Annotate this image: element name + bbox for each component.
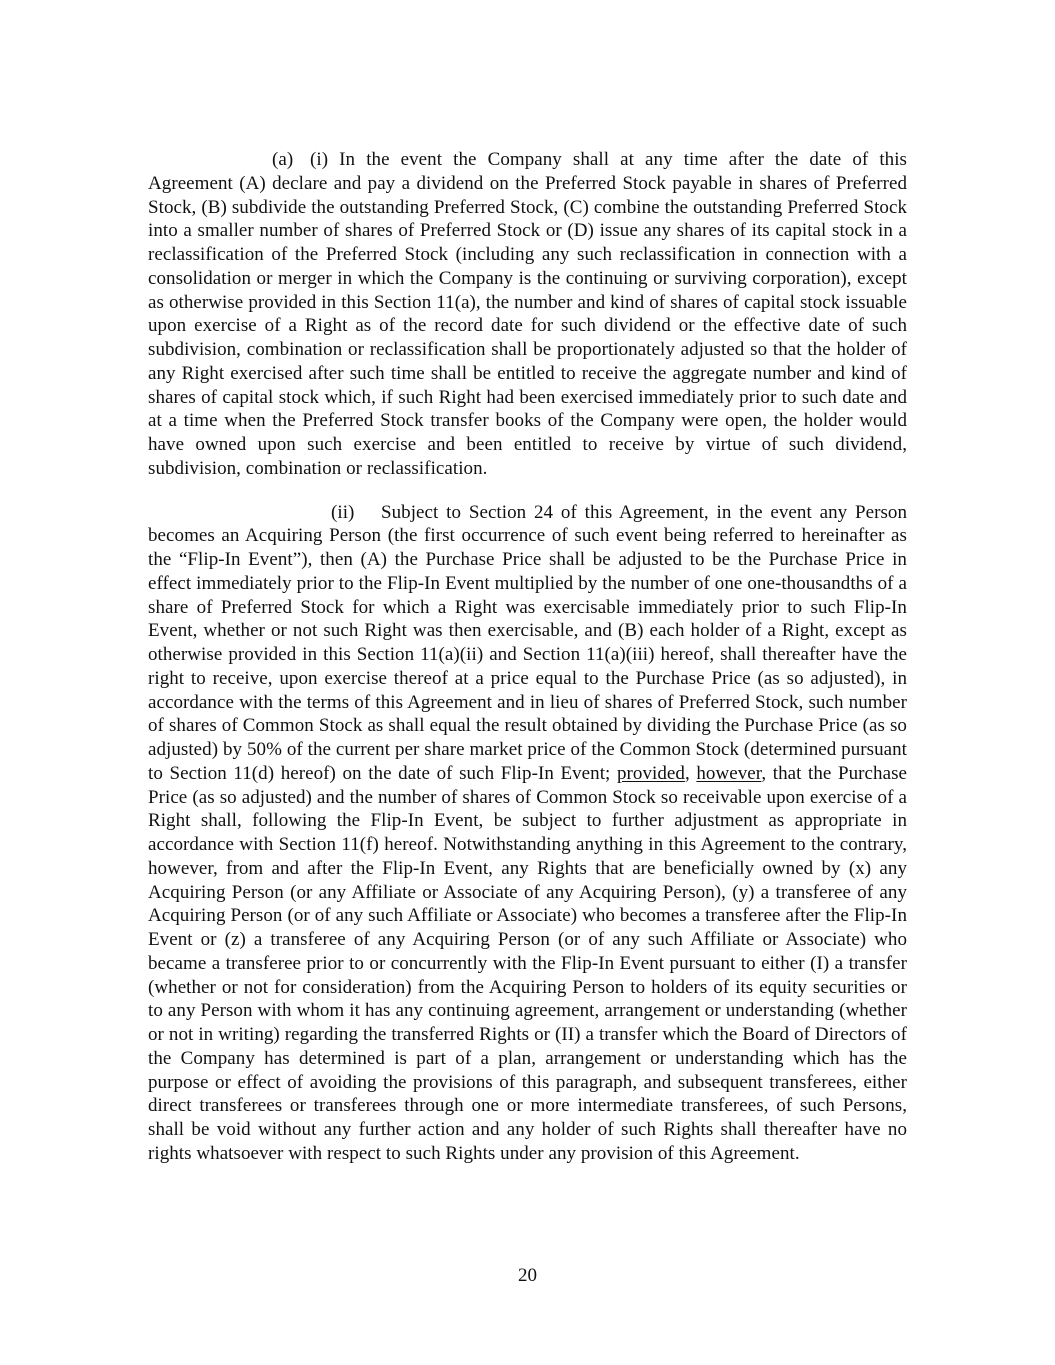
paragraph-11a-i (148, 148, 907, 481)
document-page (148, 148, 907, 1166)
paragraph-11a-i-text: (i) In the event the Company shall at any time after the date of this Agreement (A) declare and pay a dividend on the Preferred Stock payable in shares of Preferred Stock, (B) subdivide the outstanding Preferred Stock, (C) combine the outstanding Preferred Stock into a smaller number of shares of Preferred Stock or (D) issue any shares of its capital stock in a reclassification of the Preferred Stock (including any such reclassification in connection with a consolidation or merger in which the Company is the continuing or surviving corporation), except as otherwise provided in this Section 11(a), the number and kind of shares of capital stock issuable upon exercise of a Right as of the record date for such dividend or the effective date of such subdivision, combination or reclassification shall be proportionately adjusted so that the holder of any Right exercised after such time shall be entitled to receive the aggregate number and kind of shares of capital stock which, if such Right had been exercised immediately prior to such date and at a time when the Preferred Stock transfer books of the Company were open, the holder would have owned upon such exercise and been entitled to receive by virtue of such dividend, subdivision, combination or reclassification. (148, 149, 907, 479)
section-label-a: (a) (272, 149, 294, 170)
underlined-term-however: however (696, 762, 762, 784)
section-label-ii: (ii) (331, 501, 355, 523)
paragraph-11a-ii-text-part1: Subject to Section 24 of this Agreement, in the event any Person becomes an Acquiring Person (the first occurrence of such event being referred to hereinafter as the “Flip-In Event”), then (A) the Purchase Price shall be adjusted to be the Purchase Price in effect immediately prior to the Flip-In Event multiplied by the number of one one-thousandths of a share of Preferred Stock for which a Right was exercisable immediately prior to such Flip-In Event, whether or not such Right was then exercisable, and (B) each holder of a Right, except as otherwise provided in this Section 11(a)(ii) and Section 11(a)(iii) hereof, shall thereafter have the right to receive, upon exercise thereof at a price equal to the Purchase Price (as so adjusted), in accordance with the terms of this Agreement and in lieu of shares of Preferred Stock, such number of shares of Common Stock as shall equal the result obtained by dividing the Purchase Price (as so adjusted) by 50% of the current per share market price of the Common Stock (determined pursuant to Section 11(d) hereof) on the date of such Flip-In Event; (148, 501, 907, 784)
comma: , (684, 762, 690, 784)
paragraph-11a-ii-text-part2: , that the Purchase Price (as so adjusted) and the number of shares of Common Stock so receivable upon exercise of a Right shall, following the Flip-In Event, be subject to further adjustment as appropriate in accordance with Section 11(f) hereof. Notwithstanding anything in this Agreement to the contrary, however, from and after the Flip-In Event, any Rights that are beneficially owned by (x) any Acquiring Person (or any Affiliate or Associate of any Acquiring Person), (y) a transferee of any Acquiring Person (or of any such Affiliate or Associate) who becomes a transferee after the Flip-In Event or (z) a transferee of any Acquiring Person (or of any such Affiliate or Associate) who became a transferee prior to or concurrently with the Flip-In Event pursuant to either (I) a transfer (whether or not for consideration) from the Acquiring Person to holders of its equity securities or to any Person with whom it has any continuing agreement, arrangement or understanding (whether or not in writing) regarding the transferred Rights or (II) a transfer which the Board of Directors of the Company has determined is part of a plan, arrangement or understanding which has the purpose or effect of avoiding the provisions of this paragraph, and subsequent transferees, either direct transferees or transferees through one or more intermediate transferees, of such Persons, shall be void without any further action and any holder of such Rights shall thereafter have no rights whatsoever with respect to such Rights under any provision of this Agreement. (148, 762, 908, 1164)
underlined-term-provided: provided (616, 762, 685, 784)
paragraph-11a-ii (148, 501, 907, 1166)
page-number: 20 (518, 1265, 537, 1286)
